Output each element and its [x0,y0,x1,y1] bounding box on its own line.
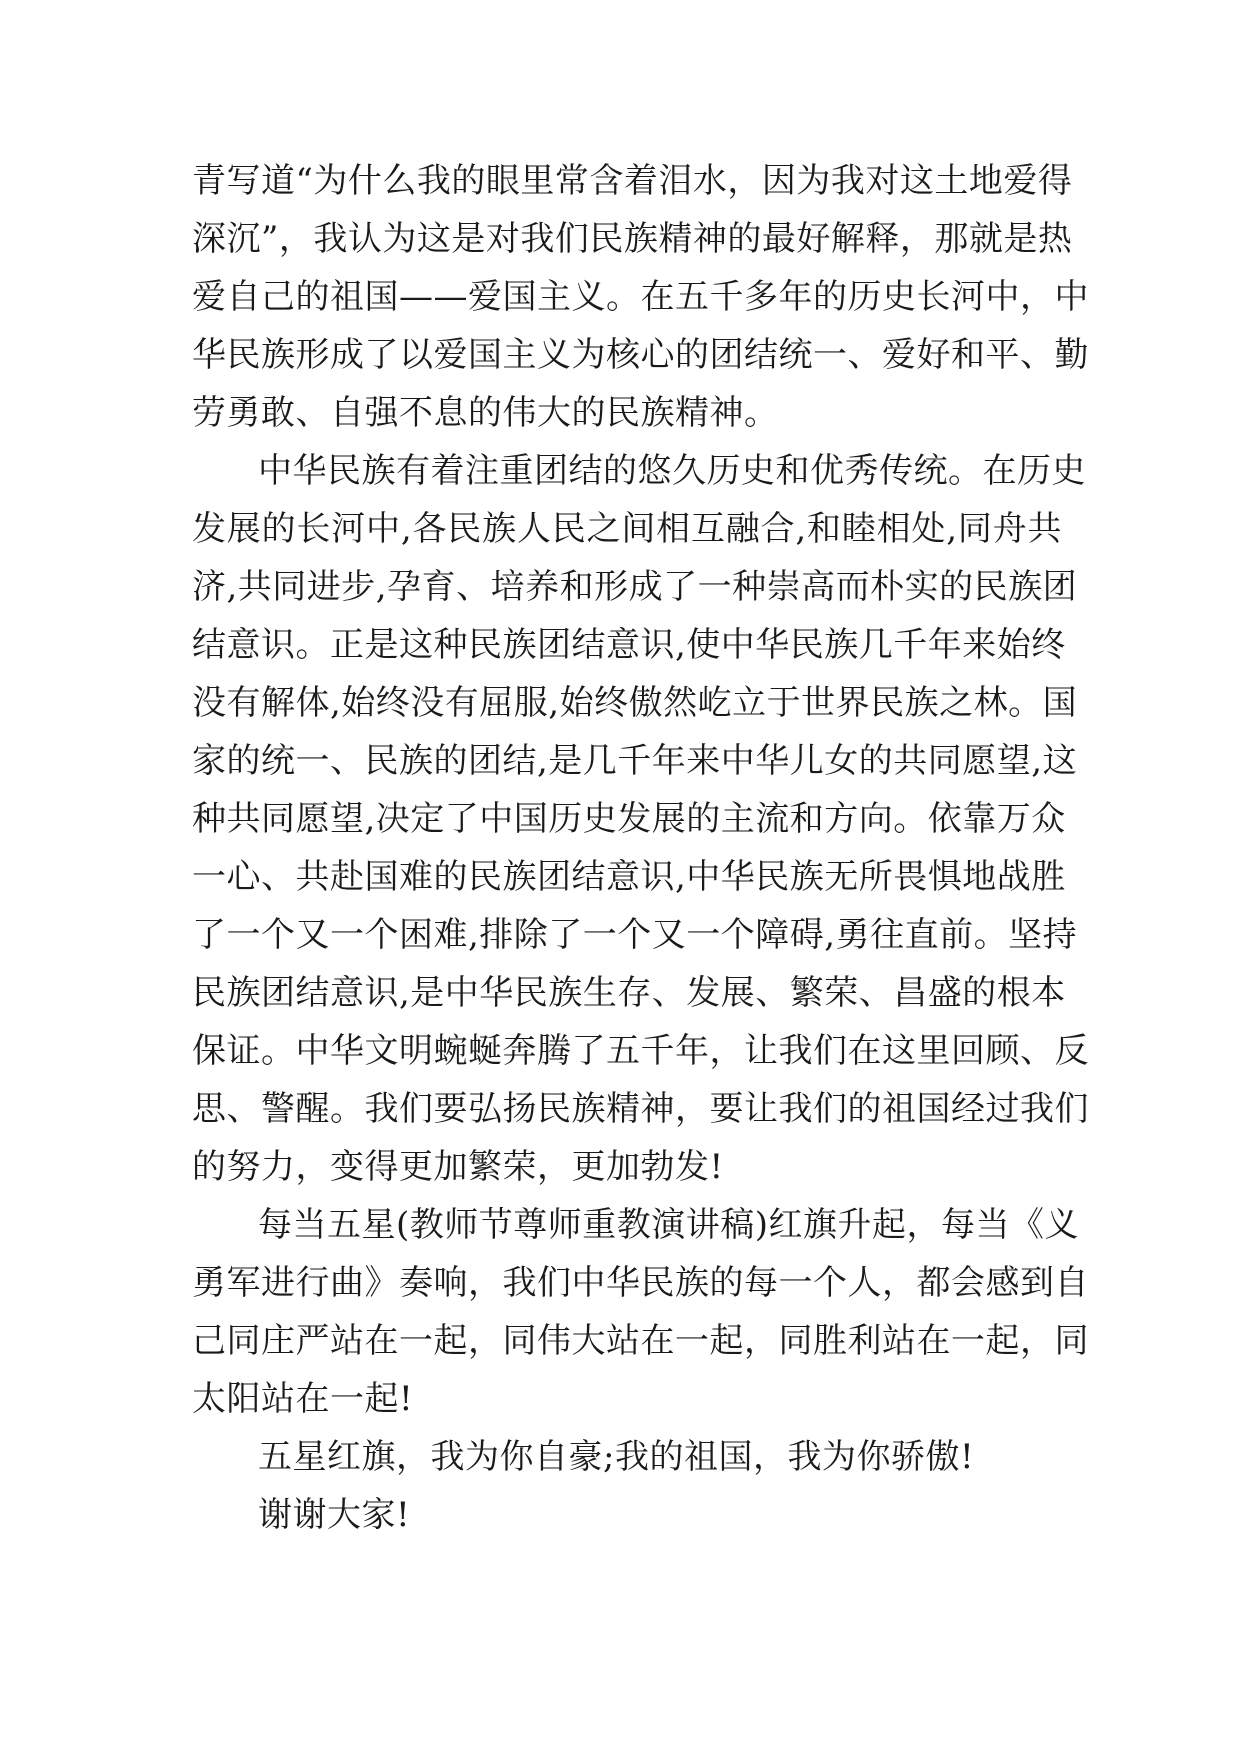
text-line: 结意识。正是这种民族团结意识,使中华民族几千年来始终 [192,625,1066,665]
text-line: 华民族形成了以爱国主义为核心的团结统一、爱好和平、勤 [192,335,1089,375]
text-line: 济,共同进步,孕育、培养和形成了一种崇高而朴实的民族团 [192,567,1078,607]
text-line: 中华民族有着注重团结的悠久历史和优秀传统。在历史 [258,451,1086,491]
text-line: 了一个又一个困难,排除了一个又一个障碍,勇往直前。坚持 [192,915,1078,955]
text-line: 深沉”，我认为这是对我们民族精神的最好解释，那就是热 [192,219,1073,259]
text-line: 思、警醒。我们要弘扬民族精神，要让我们的祖国经过我们 [192,1089,1089,1129]
text-line: 一心、共赴国难的民族团结意识,中华民族无所畏惧地战胜 [192,857,1066,897]
text-line: 太阳站在一起! [192,1379,414,1419]
text-line: 青写道“为什么我的眼里常含着泪水，因为我对这土地爱得 [192,161,1073,201]
document-body [192,152,1089,1544]
text-line: 五星红旗，我为你自豪;我的祖国，我为你骄傲! [258,1437,975,1477]
text-line: 谢谢大家! [258,1495,411,1535]
text-line: 没有解体,始终没有屈服,始终傲然屹立于世界民族之林。国 [192,683,1078,723]
text-line: 的努力，变得更加繁荣，更加勃发! [192,1147,724,1187]
text-line: 己同庄严站在一起，同伟大站在一起，同胜利站在一起，同 [192,1321,1089,1361]
text-line: 勇军进行曲》奏响，我们中华民族的每一个人，都会感到自 [192,1263,1089,1303]
text-line: 家的统一、民族的团结,是几千年来中华儿女的共同愿望,这 [192,741,1078,781]
text-line: 保证。中华文明蜿蜒奔腾了五千年，让我们在这里回顾、反 [192,1031,1089,1071]
text-line: 种共同愿望,决定了中国历史发展的主流和方向。依靠万众 [192,799,1066,839]
text-line: 每当五星(教师节尊师重教演讲稿)红旗升起，每当《义 [258,1205,1080,1245]
text-line: 发展的长河中,各民族人民之间相互融合,和睦相处,同舟共 [192,509,1062,549]
text-line: 爱自己的祖国——爱国主义。在五千多年的历史长河中，中 [192,277,1089,317]
text-line: 民族团结意识,是中华民族生存、发展、繁荣、昌盛的根本 [192,973,1066,1013]
text-line: 劳勇敢、自强不息的伟大的民族精神。 [192,393,779,433]
